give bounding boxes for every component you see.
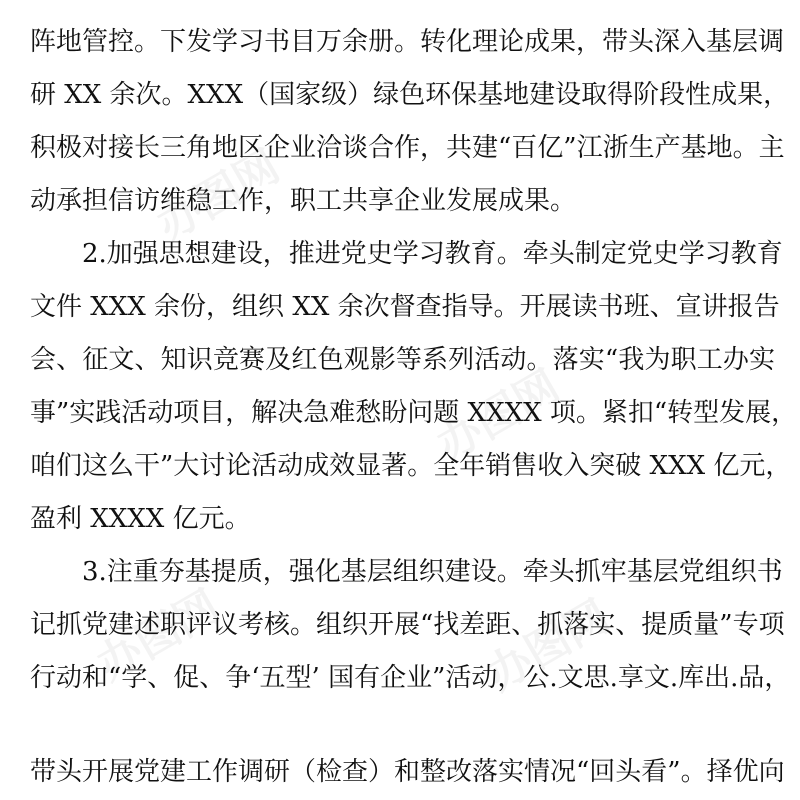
text-line: 带头开展党建工作调研（检查）和整改落实情况“回头看”。择优向 — [30, 757, 785, 787]
text-line: 文件 XXX 余份，组织 XX 余次督查指导。开展读书班、宣讲报告 — [30, 292, 780, 322]
watermark: 办图网 — [428, 360, 569, 471]
text-line: 记抓党建述职评议考核。组织开展“找差距、抓落实、提质量”专项 — [30, 610, 785, 640]
watermark: 办图网 — [478, 590, 619, 701]
text-line: 行动和“学、促、争‘五型’ 国有企业”活动，公.文思.享文.库出.品， — [30, 663, 791, 693]
text-line: 会、征文、知识竞赛及红色观影等系列活动。落实“我为职工办实 — [30, 345, 775, 375]
text-line: 2.加强思想建设，推进党史学习教育。牵头制定党史学习教育 — [82, 239, 783, 269]
text-line: 动承担信访维稳工作，职工共享企业发展成果。 — [30, 186, 577, 216]
text-line: 盈利 XXXX 亿元。 — [30, 504, 251, 534]
text-line: 事”实践活动项目，解决急难愁盼问题 XXXX 项。紧扣“转型发展， — [30, 398, 798, 428]
watermark: 办图网 — [88, 580, 229, 691]
text-line: 咱们这么干”大讨论活动成效显著。全年销售收入突破 XXX 亿元， — [30, 451, 792, 481]
text-line: 阵地管控。下发学习书目万余册。转化理论成果，带头深入基层调 — [30, 27, 785, 57]
text-line: 积极对接长三角地区企业洽谈合作，共建“百亿”江浙生产基地。主 — [30, 133, 785, 163]
text-line: 3.注重夯基提质，强化基层组织建设。牵头抓牢基层党组织书 — [82, 557, 783, 587]
text-line: 研 XX 余次。XXX（国家级）绿色环保基地建设取得阶段性成果， — [30, 80, 790, 110]
watermark: 办图网 — [148, 140, 289, 251]
